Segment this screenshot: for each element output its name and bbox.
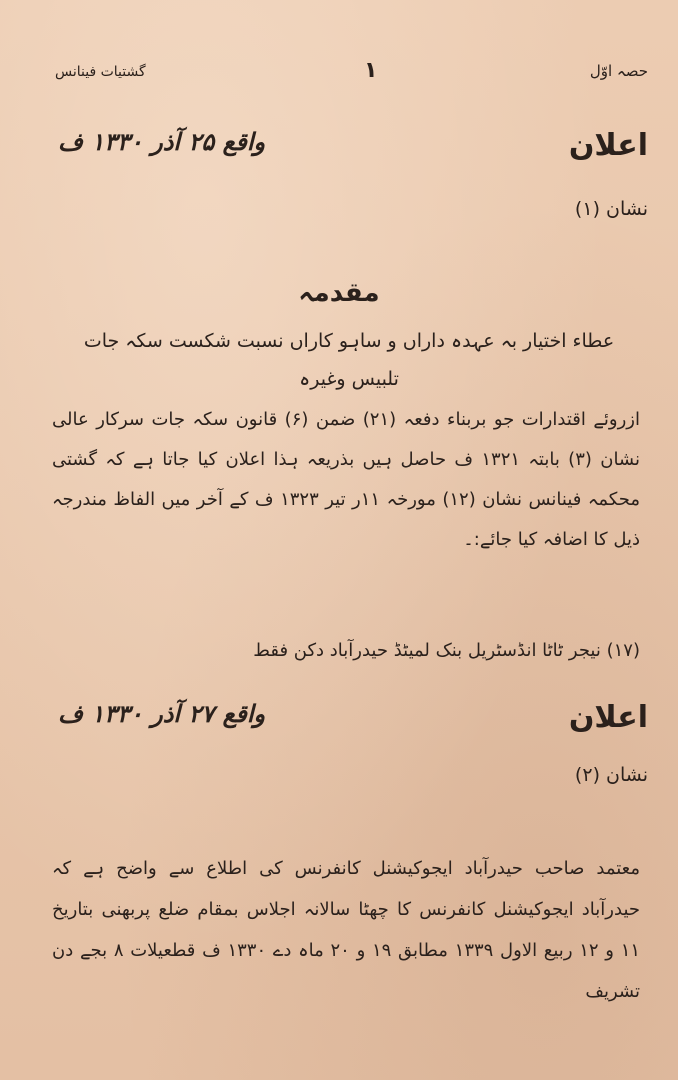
declaration-2-date: واقع ۲۷ آذر ۱۳۳۰ ف — [58, 700, 266, 728]
declaration-1-number: نشان (۱) — [574, 198, 648, 220]
declaration-1-note: (۱۷) نیجر ٹاٹا انڈسٹریل بنک لمیٹڈ حیدرآباد دکن فقط — [253, 640, 640, 661]
declaration-2-body: معتمد صاحب حیدرآباد ایجوکیشنل کانفرنس کی اطلاع سے واضح ہے کہ حیدرآباد ایجوکیشنل کانفرنس کا چھٹا سالانہ اجلاس بمقام ضلع پربھنی بتاریخ ۱۱ و ۱۲ ربیع الاول ۱۳۳۹ مطابق ۱۹ و ۲۰ ماہ دے ۱۳۳۰ ف قطعیلات ۸ بجے دن تشریف — [52, 858, 641, 1002]
section-heading: مقدمہ — [298, 278, 380, 308]
page-number: ۱ — [364, 58, 378, 83]
declaration-1-title: اعلان — [568, 128, 648, 163]
declaration-1-date: واقع ۲۵ آذر ۱۳۳۰ ف — [58, 128, 266, 156]
header-title: گشتیات فینانس — [55, 64, 146, 80]
header-section-label: حصہ اوّل — [589, 62, 648, 80]
declaration-2-title: اعلان — [568, 700, 648, 735]
subject-line-2: تلبیس وغیرہ — [299, 368, 399, 390]
subject-block — [60, 322, 638, 398]
subject-line-1: عطاء اختیار بہ عہدہ داراں و ساہو کاراں نسبت شکست سکہ جات — [83, 330, 615, 352]
declaration-2-number: نشان (۲) — [574, 764, 648, 786]
declaration-1-body: ازروئے اقتدارات جو بربناء دفعہ (۲۱) ضمن (۶) قانون سکہ جات سرکار عالی نشان (۳) بابتہ ۱۳۲۱ ف حاصل ہیں بذریعہ ہذا اعلان کیا جاتا ہے کہ گشتی محکمہ فینانس نشان (۱۲) مورخہ ۱۱ر تیر ۱۳۲۳ ف کے آخر میں الفاظ مندرجہ ذیل کا اضافہ کیا جائے:۔ — [52, 409, 640, 550]
